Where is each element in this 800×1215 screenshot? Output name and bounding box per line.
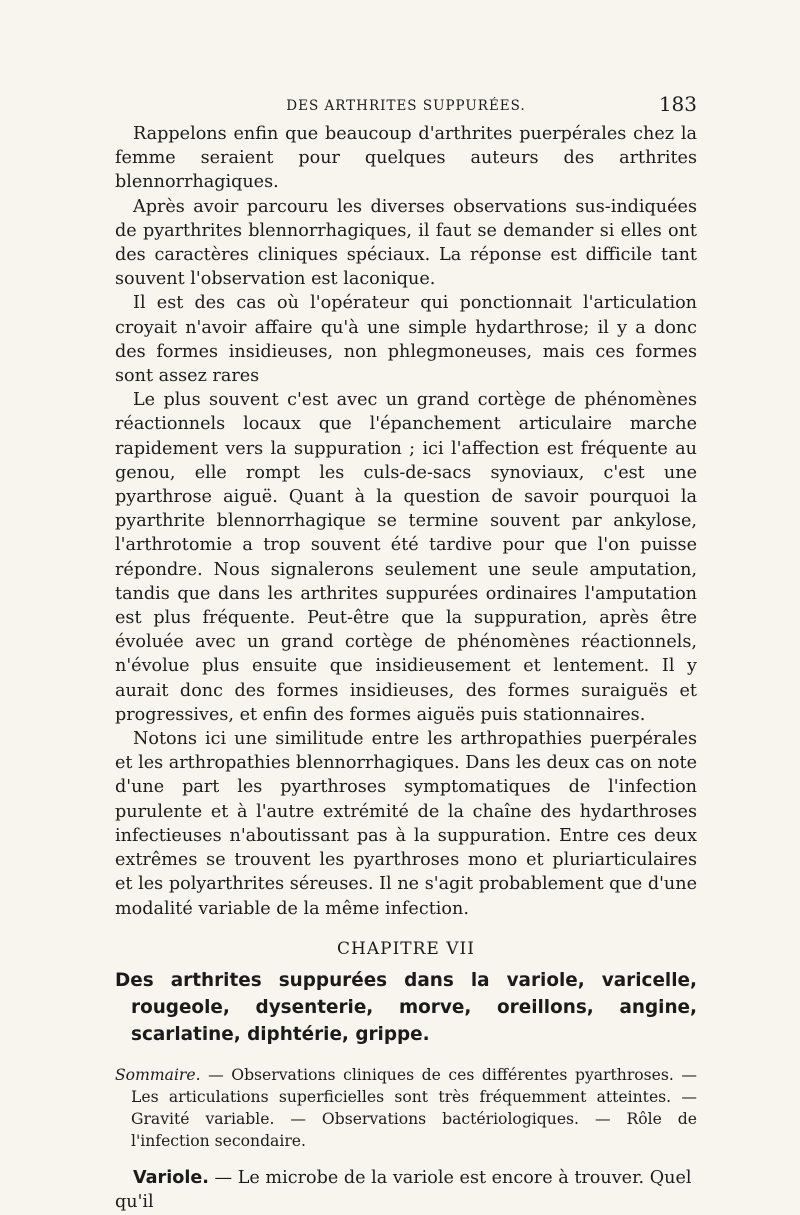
book-page [115,92,697,1214]
chapter-summary [115,1064,697,1152]
chapter-label: CHAPITRE VII [337,938,475,959]
running-header [115,92,697,122]
body-text [115,122,697,921]
paragraph: Le plus souvent c'est avec un grand cortège de phénomènes réactionnels locaux que l'épanchement articulaire marche rapidement vers la suppuration ; ici l'affection est fréquente au genou, elle rompt les culs-de-sacs synoviaux, c'est une pyarthrose aiguë. Quant à la question de savoir pourquoi la pyarthrite blennorrhagique se termine souvent par ankylose, l'arthrotomie a trop souvent été tardive pour que l'on puisse répondre. Nous signalerons seulement une seule amputation, tandis que dans les arthrites suppurées ordinaires l'amputation est plus fréquente. Peut-être que la suppuration, après être évoluée avec un grand cortège de phénomènes réactionnels, n'évolue plus ensuite que insidieusement et lentement. Il y aurait donc des formes insidieuses, des formes suraiguës et progressives, et enfin des formes aiguës puis stationnaires. [115,390,697,725]
chapter-title: Des arthrites suppurées dans la variole, varicelle, rougeole, dysenterie, morve, oreillons, angine, scarlatine, diphtérie, grippe. [115,969,697,1045]
paragraph: Il est des cas où l'opérateur qui ponctionnait l'articulation croyait n'avoir affaire qu'à une simple hydarthrose; il y a donc des formes insidieuses, non phlegmoneuses, mais ces formes sont assez rares [115,293,697,387]
summary-text: — Observations cliniques de ces différentes pyarthroses. — Les articulations superficielles sont très fréquemment atteintes. — Gravité variable. — Observations bactériologiques. — Rôle de l'infection secondaire. [131,1065,697,1150]
variole-label: Variole. [133,1167,209,1188]
paragraph: Après avoir parcouru les diverses observations sus-indiquées de pyarthrites blennorrhagiques, il faut se demander si elles ont des caractères cliniques spéciaux. La réponse est difficile tant souvent l'observation est laconique. [115,196,697,290]
paragraph: Notons ici une similitude entre les arthropathies puerpérales et les arthropathies blennorrhagiques. Dans les deux cas on note d'une part les pyarthroses symptomatiques de l'infection purulente et à l'autre extrémité de la chaîne des hydarthroses infectieuses n'aboutissant pas à la suppuration. Entre ces deux extrêmes se trouvent les pyarthroses mono et pluriarticulaires et les polyarthrites séreuses. Il ne s'agit probablement que d'une modalité variable de la même infection. [115,729,697,919]
running-title: DES ARTHRITES SUPPURÉES. [286,98,526,114]
summary-label: Sommaire. [115,1065,201,1084]
paragraph: Rappelons enfin que beaucoup d'arthrites puerpérales chez la femme seraient pour quelques auteurs des arthrites blennorrhagiques. [115,124,697,193]
variole-text: — Le microbe de la variole est encore à trouver. Quel qu'il [115,1167,692,1212]
variole-paragraph [115,1166,697,1214]
page-number: 183 [658,92,697,116]
